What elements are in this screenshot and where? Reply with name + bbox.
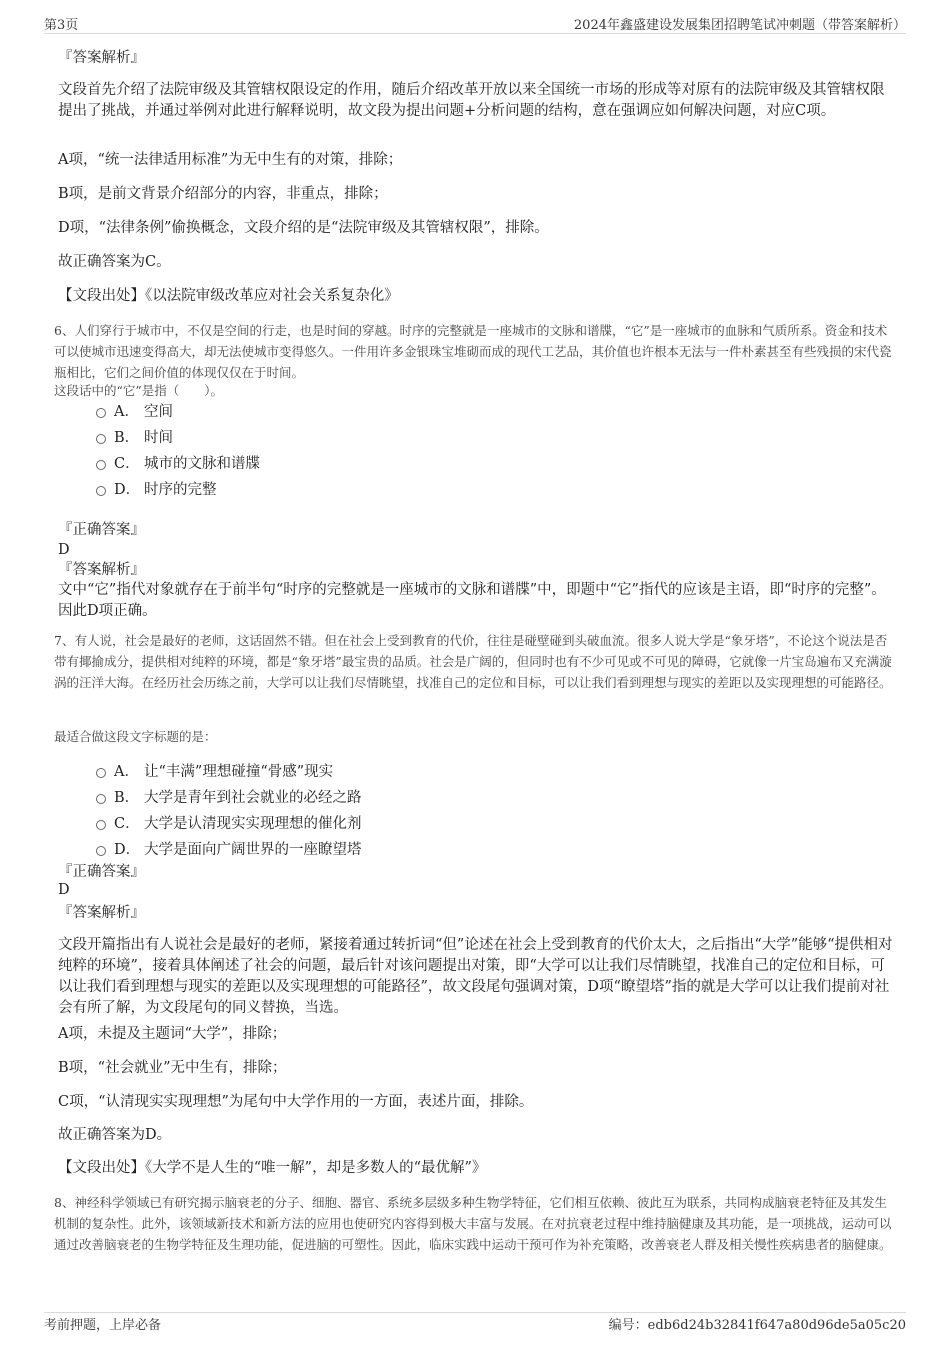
prev-analysis-heading: 『答案解析』 — [58, 50, 145, 66]
q6-analysis: 文中“它”指代对象就存在于前半句“时序的完整就是一座城市的文脉和谱牒”中，即题中“它”指代的应该是主语，即“时序的完整”。因此D项正确。 — [58, 582, 886, 619]
radio-icon[interactable] — [96, 460, 106, 470]
q6-answer: D — [58, 542, 70, 558]
q7-option-a[interactable]: A． 让“丰满”理想碰撞“骨感”现实 — [96, 762, 333, 782]
prev-option-b-note: B项，是前文背景介绍部分的内容，非重点，排除； — [58, 186, 388, 202]
q6-option-b[interactable]: B． 时间 — [96, 428, 173, 448]
page-header — [44, 14, 906, 34]
prev-option-d-note: D项，“法律条例”偷换概念，文段介绍的是“法院审级及其管辖权限”，排除。 — [58, 220, 549, 236]
header-divider — [44, 33, 906, 34]
q7-option-c-note: C项，“认清现实实现理想”为尾句中大学作用的一方面，表述片面，排除。 — [58, 1094, 534, 1110]
q7-answer-heading: 『正确答案』 — [58, 864, 145, 880]
q7-source: 【文段出处】《大学不是人生的“唯一解”，却是多数人的“最优解”》 — [58, 1160, 487, 1176]
q7-option-a-note: A项，未提及主题词“大学”，排除； — [58, 1026, 287, 1042]
radio-icon[interactable] — [96, 434, 106, 444]
q6-stem: 6、人们穿行于城市中，不仅是空间的行走，也是时间的穿越。时序的完整就是一座城市的文脉和谱牒，“它”是一座城市的血脉和气质所系。资金和技术可以使城市迅速变得高大，却无法使城市变得悠久。一件用许多金银珠宝堆砌而成的现代工艺品，其价值也许根本无法与一件朴素甚至有些残损的宋代瓷瓶相比，它们之间价值的体现仅仅在于时间。 — [54, 323, 892, 380]
radio-icon[interactable] — [96, 794, 106, 804]
radio-icon[interactable] — [96, 486, 106, 496]
q6-option-a[interactable]: A． 空间 — [96, 402, 173, 422]
document-id: 编号：edb6d24b32841f647a80d96de5a05c20 — [608, 1318, 906, 1333]
q7-question: 最适合做这段文字标题的是： — [54, 729, 217, 744]
q7-analysis-heading: 『答案解析』 — [58, 905, 145, 921]
prev-conclusion: 故正确答案为C。 — [58, 254, 171, 270]
q7-answer: D — [58, 882, 70, 898]
q6-option-d[interactable]: D． 时序的完整 — [96, 480, 217, 500]
page-number: 第3页 — [44, 18, 79, 33]
q6-question: 这段话中的“它”是指（ ）。 — [54, 383, 224, 398]
footer-slogan: 考前押题，上岸必备 — [44, 1318, 162, 1333]
q7-option-b[interactable]: B． 大学是青年到社会就业的必经之路 — [96, 788, 362, 808]
q7-conclusion: 故正确答案为D。 — [58, 1127, 172, 1143]
document-title: 2024年鑫盛建设发展集团招聘笔试冲刺题（带答案解析） — [573, 18, 906, 33]
prev-option-a-note: A项，“统一法律适用标准”为无中生有的对策，排除； — [58, 152, 403, 168]
radio-icon[interactable] — [96, 846, 106, 856]
footer-divider — [44, 1312, 906, 1313]
prev-analysis-text: 文段首先介绍了法院审级及其管辖权限设定的作用，随后介绍改革开放以来全国统一市场的形成等对原有的法院审级及其管辖权限提出了挑战，并通过举例对此进行解释说明，故文段为提出问题+分析问题的结构，意在强调应如何解决问题，对应C项。 — [58, 82, 885, 119]
q6-analysis-heading: 『答案解析』 — [58, 562, 145, 578]
prev-source: 【文段出处】《以法院审级改革应对社会关系复杂化》 — [58, 288, 399, 304]
q7-option-b-note: B项，“社会就业”无中生有，排除； — [58, 1060, 287, 1076]
q6-option-c[interactable]: C． 城市的文脉和谱牒 — [96, 454, 260, 474]
radio-icon[interactable] — [96, 820, 106, 830]
q7-stem: 7、有人说，社会是最好的老师，这话固然不错。但在社会上受到教育的代价，往往是碰壁碰到头破血流。很多人说大学是“象牙塔”，不论这个说法是否带有揶揄成分，提供相对纯粹的环境，都是“象牙塔”最宝贵的品质。社会是广阔的，但同时也有不少可见或不可见的障碍，它就像一片宝岛遍布又充满漩涡的汪洋大海。在经历社会历练之前，大学可以让我们尽情眺望，找准自己的定位和目标，可以让我们看到理想与现实的差距以及实现理想的可能路径。 — [54, 633, 892, 690]
q7-analysis: 文段开篇指出有人说社会是最好的老师，紧接着通过转折词“但”论述在社会上受到教育的代价太大，之后指出“大学”能够“提供相对纯粹的环境”，接着具体阐述了社会的问题，最后针对该问题提出对策，即“大学可以让我们尽情眺望，找准自己的定位和目标，可以让我们看到理想与现实的差距以及实现理想的可能路径”，故文段尾句强调对策，D项“瞭望塔”指的就是大学可以让我们提前对社会有所了解，为文段尾句的同义替换，当选。 — [58, 937, 893, 1016]
q7-option-c[interactable]: C． 大学是认清现实实现理想的催化剂 — [96, 814, 362, 834]
q8-stem: 8、神经科学领域已有研究揭示脑衰老的分子、细胞、器官、系统多层级多种生物学特征，它们相互依赖、彼此互为联系，共同构成脑衰老特征及其发生机制的复杂性。此外，该领域新技术和新方法的应用也使研究内容得到极大丰富与发展。在对抗衰老过程中维持脑健康及其功能，是一项挑战，运动可以通过改善脑衰老的生物学特征及生理功能，促进脑的可塑性。因此，临床实践中运动干预可作为补充策略，改善衰老人群及相关慢性疾病患者的脑健康。 — [54, 1195, 892, 1252]
q7-option-d[interactable]: D． 大学是面向广阔世界的一座瞭望塔 — [96, 840, 362, 860]
q6-answer-heading: 『正确答案』 — [58, 522, 145, 538]
radio-icon[interactable] — [96, 768, 106, 778]
radio-icon[interactable] — [96, 408, 106, 418]
